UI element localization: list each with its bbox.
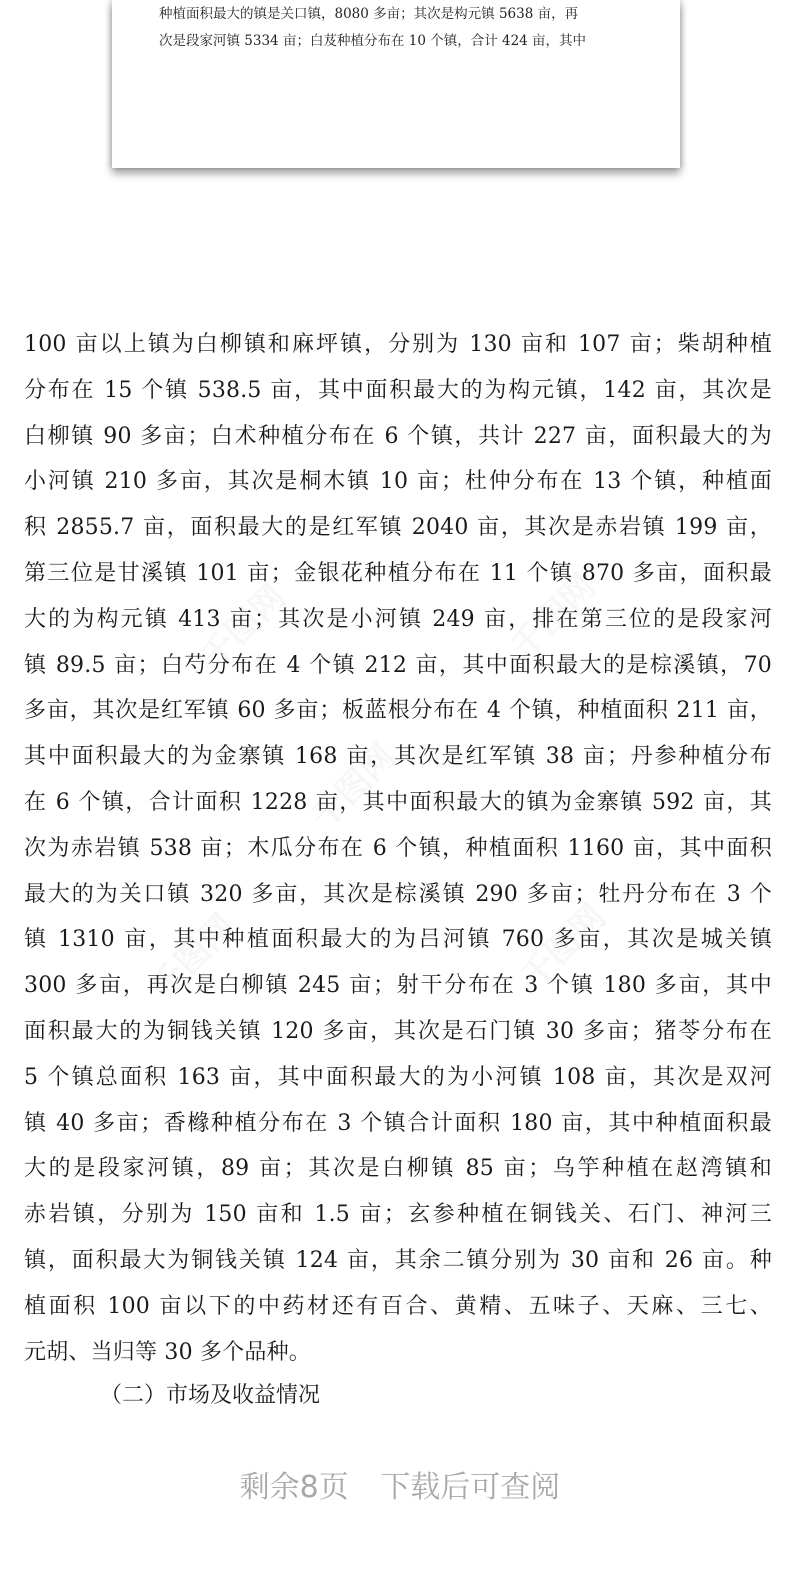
body-line: 100 亩以上镇为白柳镇和麻坪镇，分别为 130 亩和 107 亩；柴胡种植 (24, 332, 772, 357)
body-line: 其中面积最大的为金寨镇 168 亩，其次是红军镇 38 亩；丹参种植分布 (24, 744, 772, 770)
section-heading: （二）市场及收益情况 (100, 1383, 321, 1408)
body-line: 第三位是甘溪镇 101 亩；金银花种植分布在 11 个镇 870 多亩，面积最 (24, 560, 772, 586)
body-line: 积 2855.7 亩，面积最大的是红军镇 2040 亩，其次是赤岩镇 199 亩， (24, 515, 772, 541)
body-line: 大的是段家河镇，89 亩；其次是白柳镇 85 亩；乌竽种植在赵湾镇和 (24, 1156, 772, 1182)
body-line: 最大的为关口镇 320 多亩，其次是棕溪镇 290 多亩；牡丹分布在 3 个 (24, 881, 772, 907)
body-line: 小河镇 210 多亩，其次是桐木镇 10 亩；杜仲分布在 13 个镇，种植面 (24, 469, 772, 495)
body-line: 多亩，其次是红军镇 60 多亩；板蓝根分布在 4 个镇，种植面积 211 亩， (24, 698, 772, 724)
previous-page-card (112, 0, 680, 168)
body-line: 镇 89.5 亩；白芍分布在 4 个镇 212 亩，其中面积最大的是棕溪镇，70 (24, 652, 772, 678)
previous-page-line: 次是段家河镇 5334 亩；白芨种植分布在 10 个镇，合计 424 亩，其中 (159, 33, 587, 49)
body-line: 白柳镇 90 多亩；白术种植分布在 6 个镇，共计 227 亩，面积最大的为 (24, 423, 772, 449)
remaining-pages-label: 剩余8页 (239, 1470, 349, 1505)
body-line: 镇，面积最大为铜钱关镇 124 亩，其余二镇分别为 30 亩和 26 亩。种 (24, 1247, 772, 1273)
body-line: 赤岩镇，分别为 150 亩和 1.5 亩；玄参种植在铜钱关、石门、神河三 (24, 1202, 772, 1228)
previous-page-line: 种植面积最大的镇是关口镇，8080 多亩；其次是构元镇 5638 亩，再 (159, 6, 579, 22)
download-hint-label: 下载后可查阅 (380, 1470, 561, 1505)
body-line: 面积最大的为铜钱关镇 120 多亩，其次是石门镇 30 多亩；猪苓分布在 (24, 1018, 772, 1044)
body-line: 镇 40 多亩；香橼种植分布在 3 个镇合计面积 180 亩，其中种植面积最 (24, 1110, 772, 1136)
download-prompt[interactable] (0, 1462, 800, 1506)
body-line: 5 个镇总面积 163 亩，其中面积最大的为小河镇 108 亩，其次是双河 (24, 1064, 772, 1090)
body-line: 植面积 100 亩以下的中药材还有百合、黄精、五味子、天麻、三七、 (24, 1293, 772, 1319)
body-line: 镇 1310 亩，其中种植面积最大的为吕河镇 760 多亩，其次是城关镇 (24, 927, 772, 953)
body-line: 元胡、当归等 30 多个品种。 (24, 1339, 311, 1365)
body-line: 300 多亩，再次是白柳镇 245 亩；射干分布在 3 个镇 180 多亩，其中 (24, 973, 772, 999)
body-line: 次为赤岩镇 538 亩；木瓜分布在 6 个镇，种植面积 1160 亩，其中面积 (24, 835, 772, 861)
body-line: 大的为构元镇 413 亩；其次是小河镇 249 亩，排在第三位的是段家河 (24, 606, 772, 632)
body-line: 分布在 15 个镇 538.5 亩，其中面积最大的为构元镇，142 亩，其次是 (24, 377, 772, 403)
body-line: 在 6 个镇，合计面积 1228 亩，其中面积最大的镇为金寨镇 592 亩，其 (24, 789, 772, 815)
document-body (24, 322, 772, 1375)
